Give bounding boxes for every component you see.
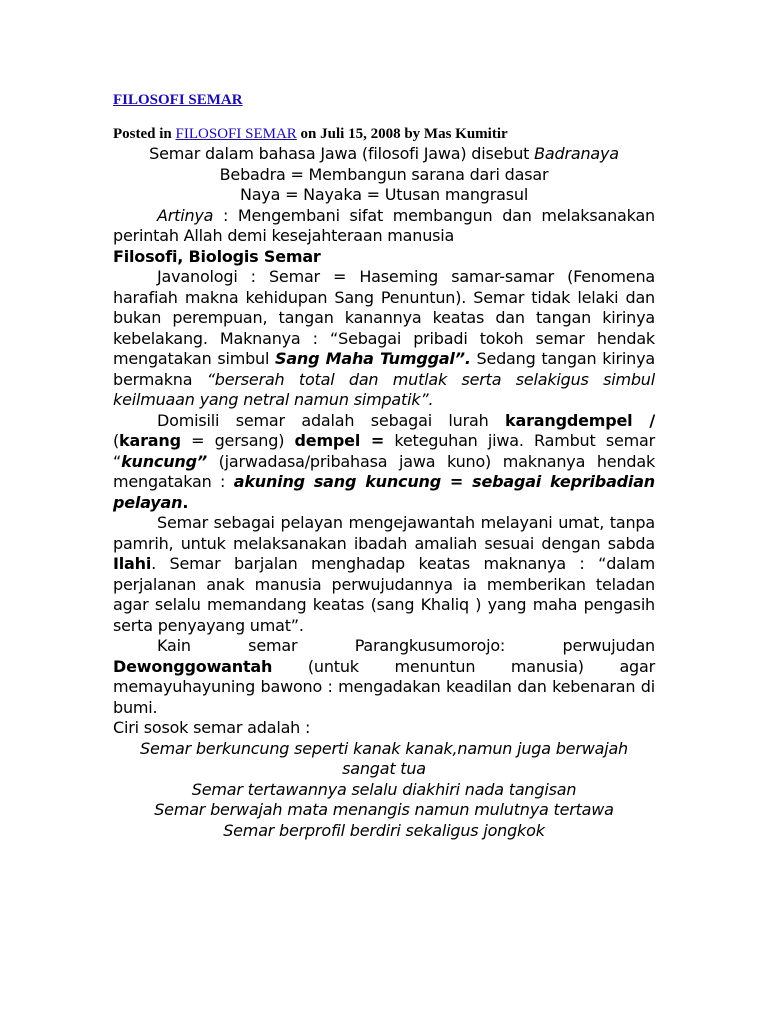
p2-kuncung: kuncung” xyxy=(121,451,207,471)
posted-prefix: Posted in xyxy=(113,126,172,142)
ciri-intro: Ciri sosok semar adalah : xyxy=(113,718,311,737)
page-title xyxy=(113,90,655,110)
p1-sang-maha: Sang Maha Tumggal”. xyxy=(275,349,471,368)
p2-t6: . xyxy=(182,492,189,512)
post-meta xyxy=(113,125,655,144)
ciri-line-1 xyxy=(113,739,655,780)
paragraph-kain xyxy=(113,636,655,718)
p2-akuning: akuning sang kuncung = sebagai kepribadian pelayan xyxy=(113,472,655,512)
intro-badranaya: Badranaya xyxy=(534,144,619,163)
artinya-text: : Mengembani sifat membangun dan melaksanakan perintah Allah demi kesejahteraan manusia xyxy=(113,205,655,245)
ciri-line-3 xyxy=(113,800,655,821)
p4-t1: Kain semar Parangkusumorojo: perwujudan xyxy=(157,636,655,655)
p1-text: Javanologi : Semar = Haseming samar-samar (Fenomena harafiah makna kehidupan Sang Penuntun). Semar tidak lelaki dan bukan perempuan, tangan kanannya keatas dan tangan kirinya kebelakang. Maknanya : “Sebagai pribadi tokoh semar hendak mengatakan simbul xyxy=(113,267,655,368)
p2-t4: keteguhan jiwa. Rambut semar “ xyxy=(113,431,655,471)
paragraph-pelayan xyxy=(113,513,655,636)
ciri-line-4 xyxy=(113,821,655,842)
article-body xyxy=(113,144,655,841)
ciri-line-2 xyxy=(113,780,655,801)
paragraph-javanologi xyxy=(113,267,655,411)
p2-t2: ( xyxy=(113,431,120,450)
artinya-paragraph xyxy=(113,206,655,247)
p2-t5: (jarwadasa/pribahasa jawa kuno) maknanya hendak mengatakan : xyxy=(113,451,656,491)
p2-t1: Domisili semar adalah sebagai lurah xyxy=(157,410,489,430)
category-link[interactable]: FILOSOFI SEMAR xyxy=(175,126,297,142)
p3-ilahi: Ilahi xyxy=(113,554,152,573)
artinya-label: Artinya xyxy=(157,205,214,225)
intro-line-1-text: Semar dalam bahasa Jawa (filosofi Jawa) disebut xyxy=(149,144,530,163)
p2-b3: dempel = xyxy=(294,431,385,450)
p2-b1: karangdempel / xyxy=(505,410,655,430)
intro-line-2: Bebadra = Membangun sarana dari dasar xyxy=(219,164,549,184)
title-link[interactable]: FILOSOFI SEMAR xyxy=(113,92,243,108)
intro-line-3: Naya = Nayaka = Utusan mangrasul xyxy=(239,185,529,204)
section-heading xyxy=(113,247,655,268)
p3-t2: . Semar barjalan menghadap keatas maknanya : “dalam perjalanan anak manusia perwujudannya ia memberikan teladan agar selalu memandang keatas (sang Khaliq ) yang maha pengasih serta penyayang umat”. xyxy=(113,554,655,635)
posted-suffix: on Juli 15, 2008 by Mas Kumitir xyxy=(300,126,508,142)
document-page xyxy=(113,90,655,841)
p4-t2: (untuk menuntun manusia) agar memayuhayuning bawono : mengadakan keadilan dan kebenaran di bumi. xyxy=(113,656,655,717)
ciri-2-text: Semar tertawannya selalu diakhiri nada tangisan xyxy=(191,779,577,799)
p1-mid: Sedang tangan kirinya bermakna xyxy=(113,349,655,389)
p3-t1: Semar sebagai pelayan mengejawantah melayani umat, tanpa pamrih, untuk melaksanakan ibadah amaliah sesuai dengan sabda xyxy=(113,513,655,553)
ciri-4-text: Semar berprofil berdiri sekaligus jongkok xyxy=(223,820,545,840)
ciri-3-text: Semar berwajah mata menangis namun mulutnya tertawa xyxy=(154,800,614,819)
intro-line-1 xyxy=(113,144,655,165)
p2-t3: = gersang) xyxy=(191,431,285,450)
p2-b2: karang xyxy=(119,431,181,450)
paragraph-domisili xyxy=(113,411,655,514)
p1-italic: “berserah total dan mutlak serta selakigus simbul keilmuaan yang netral namun simpatik”. xyxy=(113,369,655,409)
section-heading-text: Filosofi, Biologis Semar xyxy=(113,246,321,266)
ciri-1-text: Semar berkuncung seperti kanak kanak,namun juga berwajah sangat tua xyxy=(140,738,628,778)
p4-dewonggowantah: Dewonggowantah xyxy=(113,656,273,676)
